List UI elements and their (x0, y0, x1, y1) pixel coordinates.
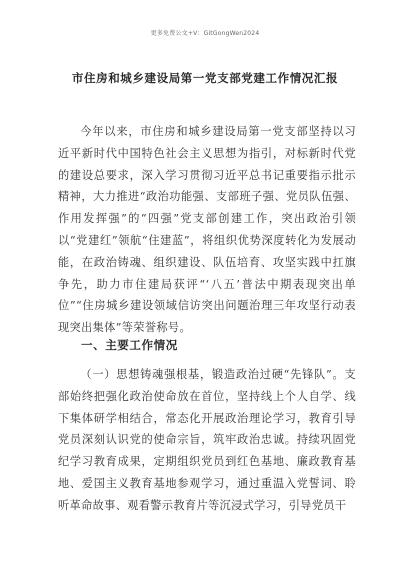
watermark-header: 更多免费公文+V：GitGongWen2024 (150, 30, 260, 37)
section-paragraph: （一）思想铸魂强根基，锻造政治过硬“先锋队”。支部始终把强化政治使命放在首位，坚持线上个人自学、线下集体研学相结合，常态化开展政治理论学习，教育引导党员深刻认识党的使命宗旨，筑牢政治忠诚。持续巩固党纪学习教育成果，定期组织党员到红色基地、廉政教育基地、爱国主义教育基地参观学习，通过重温入党誓词、聆听革命故事、观看警示教育片等沉浸式学习，引导党员干 (58, 368, 356, 512)
document-title: 市住房和城乡建设局第一党支部党建工作情况汇报 (71, 71, 339, 85)
section-heading: 一、主要工作情况 (81, 338, 178, 352)
intro-paragraph: 今年以来，市住房和城乡建设局第一党支部坚持以习近平新时代中国特色社会主义思想为指引，对标新时代党的建设总要求，深入学习贯彻习近平总书记重要指示批示精神，大力推进“政治功能强、支部班子强、党员队伍强、作用发挥强”的“四强”党支部创建工作，突出政治引领以“党建红”领航“住建蓝”，将组织优势深度转化为发展动能，在政治铸魂、组织建设、队伍培育、攻坚实践中扛旗争先，助力市住建局获评“‘八五’普法中期表现突出单位”“住房城乡建设领域信访突出问题治理三年攻坚行动表现突出集体”等荣誉称号。 (58, 125, 356, 335)
